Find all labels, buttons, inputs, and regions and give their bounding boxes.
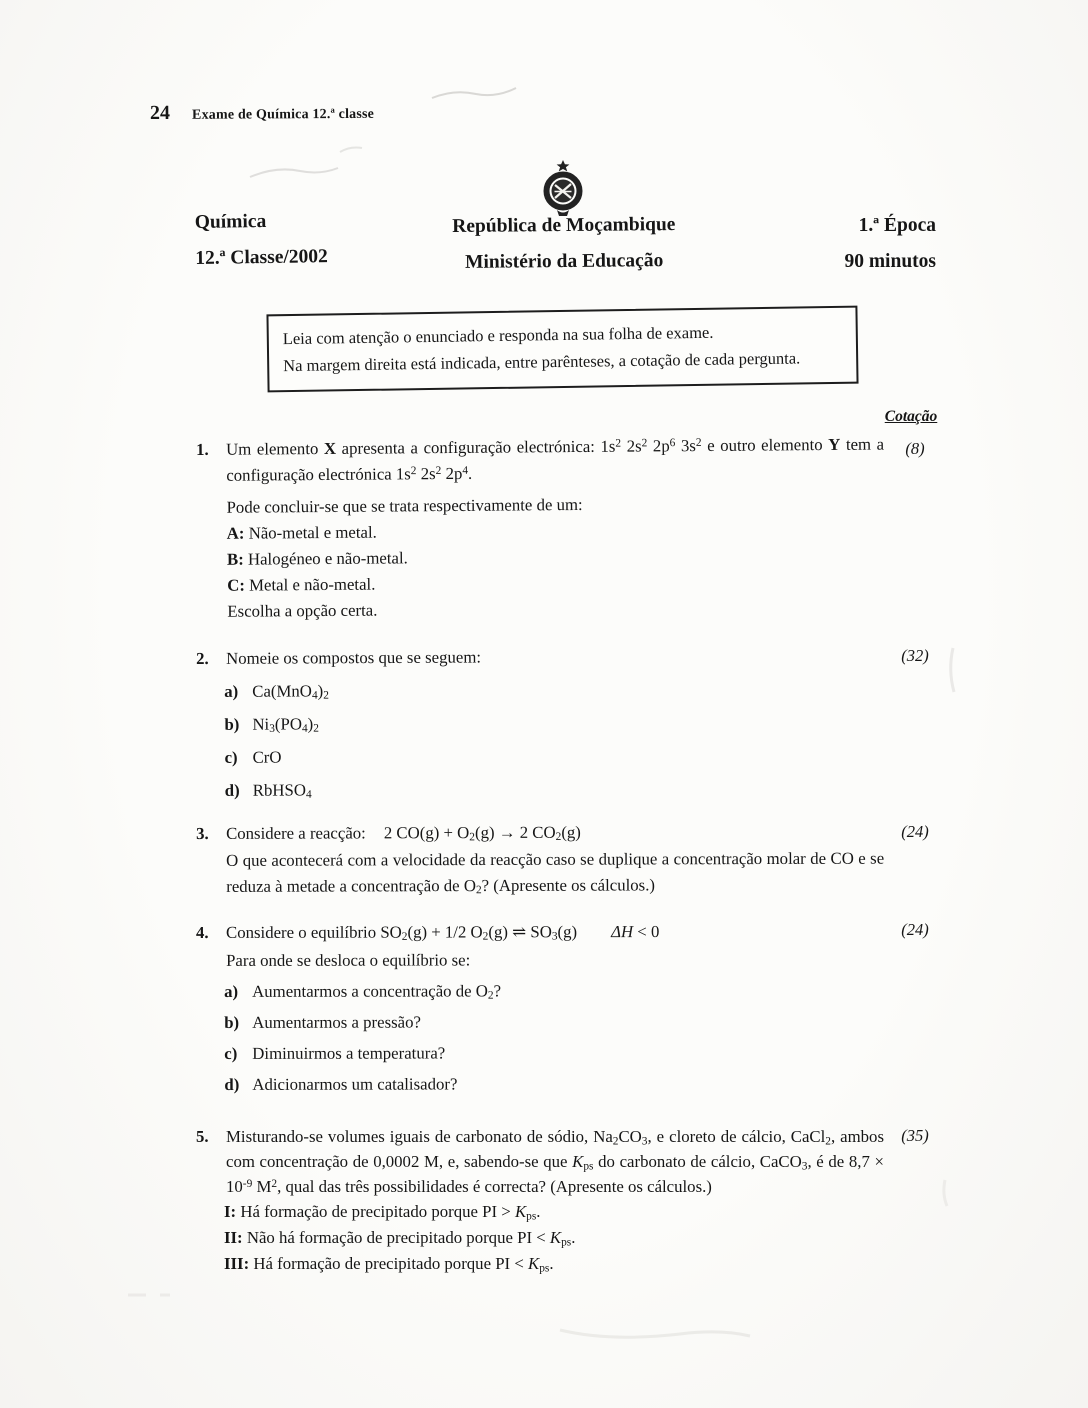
q5-option-3-text: Há formação de precipitado porque PI < $K_{ps}$. (253, 1254, 554, 1275)
q3-body: O que acontecerá com a velocidade da reacção caso se duplique a concentração molar de CO e se reduza à metade a concentração de $O_2$? (Apresente os cálculos.) (226, 848, 885, 897)
q4-item-c-label: c) (224, 1043, 238, 1063)
q3-prompt-line (196, 819, 884, 847)
q3-cotation: (24) (901, 822, 929, 841)
question-2 (196, 642, 885, 804)
exam-subject: Química (194, 211, 267, 234)
exam-subject-block (195, 210, 328, 269)
q1-option-b-text: Halogéneo e não-metal. (247, 548, 408, 569)
instructions-line-2: Na margem direita está indicada, entre parênteses, a cotação de cada pergunta. (283, 348, 801, 376)
q2-prompt (196, 642, 884, 672)
q1-text: tem a configuração electrónica (226, 434, 885, 485)
q1-option-c-text: Metal e não-metal. (249, 574, 376, 595)
q1-footer: Escolha a opção certa. (227, 600, 378, 621)
q1-option-a-text: Não-metal e metal. (248, 522, 377, 543)
book-page-number: 24 (149, 101, 171, 124)
question-4 (196, 919, 884, 1098)
q2-number: 2. (196, 648, 209, 668)
q3-prompt-text: Considere a reacção: (226, 823, 366, 843)
q4-item-c-text: Diminuirmos a temperatura? (252, 1043, 446, 1063)
q5-option-3 (196, 1251, 884, 1277)
q2-item-a-label: a) (224, 681, 239, 701)
q4-item-a-label: a) (224, 981, 239, 1001)
q4-condition: ΔH < 0 (611, 922, 660, 942)
q1-number: 1. (196, 439, 209, 459)
exam-class-year: 12.ª Classe/2002 (195, 246, 328, 269)
q4-item-d (196, 1071, 884, 1098)
cotacao-column-header: Cotação (884, 408, 938, 425)
exam-country: República de Moçambique (452, 214, 676, 237)
q4-equation: $SO_2(g) + 1/2$ $O_2(g)$ ⇌ $SO_3(g)$ (380, 922, 578, 943)
q5-option-1-text: Há formação de precipitado porque PI > $K_{ps}$. (240, 1202, 541, 1223)
q2-item-b (196, 708, 884, 738)
q2-item-b-label: b) (224, 714, 240, 734)
exam-issuer-block (378, 213, 750, 273)
q4-item-b (196, 1009, 884, 1036)
q3-equation: 2 $CO(g) + O_2(g) \to 2$ $CO_2(g)$ (383, 822, 581, 844)
instructions-box (266, 306, 858, 393)
emblem-star (557, 160, 570, 171)
q1-text: apresenta a configuração electrónica: (335, 436, 601, 458)
q5-option-1-label: I: (224, 1202, 237, 1221)
q1-cotation: (8) (905, 439, 925, 458)
q4-lead: Para onde se desloca o equilíbrio se: (226, 950, 471, 970)
q4-prompt-line (196, 919, 884, 946)
q1-config-y: $1s^2$ $2s^2$ $2p^4$. (395, 463, 473, 484)
exam-ministry: Ministério da Educação (464, 250, 664, 273)
q1-config-x: $1s^2$ $2s^2$ $2p^6$ $3s^2$ (600, 436, 702, 456)
q2-item-a-formula: $Ca(MnO_4)_2$ (252, 681, 329, 702)
question-5 (196, 1124, 884, 1277)
q4-number: 4. (196, 922, 209, 942)
q2-prompt-text: Nomeie os compostos que se seguem: (226, 647, 482, 668)
book-header (150, 101, 374, 125)
q2-cotation: (32) (901, 646, 929, 665)
q4-item-b-label: b) (224, 1012, 240, 1032)
q4-cotation: (24) (901, 920, 929, 939)
q5-option-2-label: II: (224, 1228, 243, 1247)
q2-item-d (197, 774, 885, 804)
q5-statement (196, 1124, 884, 1199)
q2-item-c-label: c) (224, 747, 238, 767)
q1-element-x: X (323, 438, 337, 458)
exam-session-block (782, 215, 936, 272)
mozambique-emblem-icon (541, 160, 585, 216)
q3-number: 3. (196, 823, 209, 843)
q1-text: e outro elemento (701, 435, 829, 456)
q4-item-a-text: Aumentarmos a concentração de $O_2$? (252, 981, 502, 1002)
exam-session: 1.ª Época (858, 215, 936, 236)
q1-lead: Pode concluir-se que se trata respectivamente de um: (226, 494, 583, 517)
q2-item-d-label: d) (224, 780, 240, 800)
q2-item-c (197, 741, 885, 771)
q1-option-c-label: C: (227, 575, 245, 595)
q1-text: Um elemento (226, 438, 324, 459)
question-3 (196, 819, 884, 900)
q4-item-d-label: d) (224, 1074, 240, 1094)
question-1 (196, 432, 885, 625)
q4-item-d-text: Adicionarmos um catalisador? (252, 1074, 458, 1094)
q2-item-b-formula: $Ni_3(PO_4)_2$ (252, 714, 319, 735)
q5-option-2-text: Não há formação de precipitado porque PI < $K_{ps}$. (246, 1228, 576, 1249)
q2-item-c-formula: CrO (252, 747, 282, 767)
book-header-title: Exame de Química 12.ª classe (191, 106, 375, 123)
q5-option-2 (196, 1225, 884, 1251)
q1-element-y: Y (828, 434, 841, 455)
q5-cotation: (35) (901, 1126, 929, 1145)
q5-number: 5. (196, 1127, 209, 1146)
q5-body: Misturando-se volumes iguais de carbonato de sódio, $Na_2CO_3$, e cloreto de cálcio, CaCl$_2$, ambos com concentração de 0,0002 M, e, sabendo-se que $K_{ps}$ do carbonato de cálcio, CaCO$_3$, é de $8,7 \times 10^{-9}$ $M^2$, qual das três possibilidades é correcta? (Apresente os cálculos.) (226, 1127, 884, 1196)
q4-item-a (196, 978, 884, 1005)
q1-option-a-label: A: (226, 523, 245, 543)
q4-item-c (196, 1040, 884, 1067)
q2-item-a (196, 675, 884, 705)
q5-option-1 (196, 1199, 884, 1225)
q5-option-3-label: III: (224, 1254, 250, 1273)
exam-duration: 90 minutos (844, 251, 936, 272)
q1-option-b-label: B: (226, 549, 244, 569)
q2-item-d-formula: RbHSO$_4$ (252, 780, 312, 801)
q1-statement (196, 432, 884, 489)
q4-item-b-text: Aumentarmos a pressão? (252, 1012, 421, 1032)
instructions-line-1: Leia com atenção o enunciado e responda na sua folha de exame. (282, 322, 714, 349)
q4-prompt-text: Considere o equilíbrio (226, 922, 381, 942)
